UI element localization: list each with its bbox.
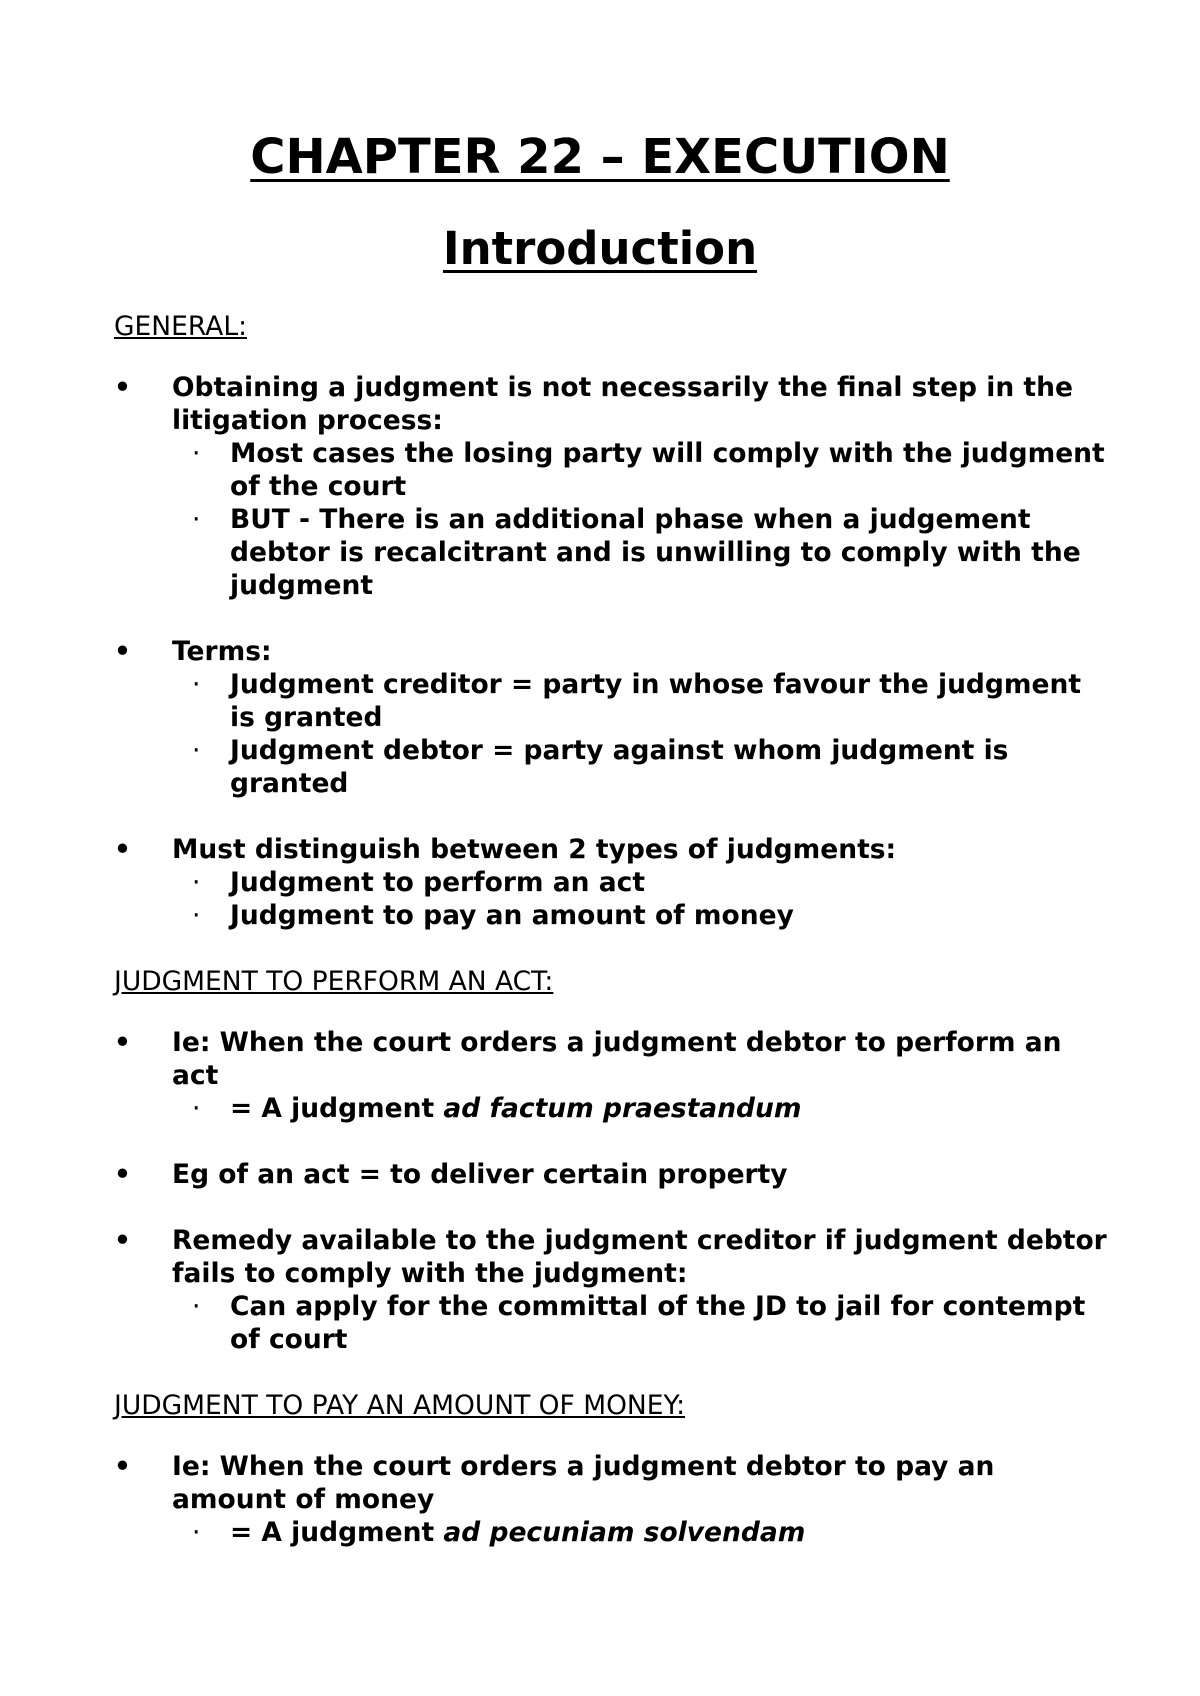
list-item-text: Must distinguish between 2 types of judgments:	[172, 834, 897, 865]
sub-list-item-text: Can apply for the committal of the JD to jail for contempt of court	[230, 1291, 1086, 1355]
latin-term: ad pecuniam solvendam	[443, 1517, 806, 1548]
sub-list-item	[114, 734, 1114, 800]
list-item-text: Ie: When the court orders a judgment debtor to pay an amount of money	[172, 1451, 995, 1515]
document-body	[114, 310, 1114, 1549]
sub-list-item	[114, 1290, 1114, 1356]
sub-bullet-icon: ·	[192, 735, 201, 766]
list-item	[114, 1026, 1114, 1125]
sub-list-item	[114, 866, 1114, 899]
list-item-text: Obtaining a judgment is not necessarily the final step in the litigation process:	[172, 372, 1073, 436]
list-item-text: Ie: When the court orders a judgment debtor to perform an act	[172, 1027, 1062, 1091]
section-heading-pay-money: JUDGMENT TO PAY AN AMOUNT OF MONEY:	[114, 1390, 686, 1421]
sub-list-item-text: Most cases the losing party will comply with the judgment of the court	[230, 438, 1105, 502]
latin-term: ad factum praestandum	[443, 1093, 802, 1124]
sub-list-item-text: BUT - There is an additional phase when a judgement debtor is recalcitrant and is unwilling to comply with the judgment	[230, 504, 1081, 601]
chapter-title: CHAPTER 22 – EXECUTION	[250, 129, 950, 185]
bullet-icon: •	[114, 1451, 131, 1482]
intro-title: Introduction	[442, 222, 758, 275]
sub-list-item-text: Judgment debtor = party against whom judgment is granted	[230, 735, 1009, 799]
bullet-icon: •	[114, 372, 131, 403]
sub-list-item	[114, 1092, 1114, 1125]
sub-list-item-prefix: = A judgment	[230, 1517, 444, 1548]
list-item-text: Eg of an act = to deliver certain property	[172, 1159, 788, 1190]
list-item	[114, 1450, 1114, 1549]
list-item	[114, 371, 1114, 602]
sub-list-item	[114, 437, 1114, 503]
bullet-icon: •	[114, 1027, 131, 1058]
sub-bullet-icon: ·	[192, 900, 201, 931]
section-heading-general: GENERAL:	[114, 311, 248, 342]
sub-list-item-text: Judgment to perform an act	[230, 867, 645, 898]
sub-list-item-prefix: = A judgment	[230, 1093, 444, 1124]
sub-bullet-icon: ·	[192, 669, 201, 700]
sub-bullet-icon: ·	[192, 1517, 201, 1548]
sub-bullet-icon: ·	[192, 438, 201, 469]
bullet-icon: •	[114, 1225, 131, 1256]
sub-bullet-icon: ·	[192, 504, 201, 535]
sub-list-item-text: Judgment creditor = party in whose favour the judgment is granted	[230, 669, 1081, 733]
bullet-icon: •	[114, 1159, 131, 1190]
sub-list-item	[114, 1516, 1114, 1549]
bullet-icon: •	[114, 636, 131, 667]
sub-list-item-text: Judgment to pay an amount of money	[230, 900, 794, 931]
section-heading-perform-act: JUDGMENT TO PERFORM AN ACT:	[114, 966, 554, 997]
sub-bullet-icon: ·	[192, 1291, 201, 1322]
list-item-text: Remedy available to the judgment creditor if judgment debtor fails to comply with the judgment:	[172, 1225, 1107, 1289]
sub-list-item	[114, 503, 1114, 602]
list-item	[114, 635, 1114, 800]
sub-bullet-icon: ·	[192, 1093, 201, 1124]
bullet-icon: •	[114, 834, 131, 865]
sub-list-item	[114, 668, 1114, 734]
list-item	[114, 1158, 1114, 1191]
sub-bullet-icon: ·	[192, 867, 201, 898]
sub-list-item	[114, 899, 1114, 932]
list-item-text: Terms:	[172, 636, 272, 667]
list-item	[114, 1224, 1114, 1356]
list-item	[114, 833, 1114, 932]
